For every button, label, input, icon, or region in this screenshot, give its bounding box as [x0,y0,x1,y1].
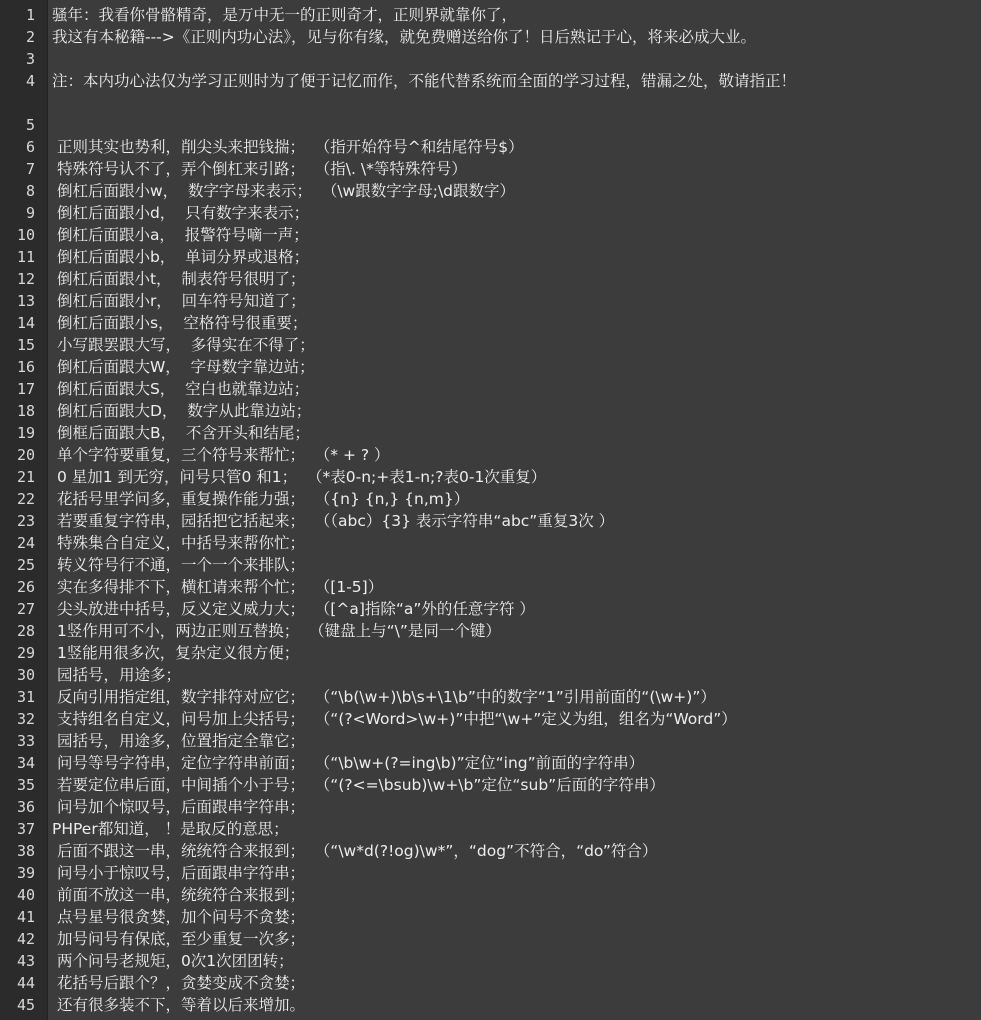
line-number: 8 [25,182,35,200]
line-number: 30 [16,666,35,684]
line-number: 44 [16,974,35,992]
line-number: 10 [16,226,35,244]
line-number: 26 [16,578,35,596]
code-line[interactable]: 倒杠后面跟小w， 数字字母来表示； （\w跟数字字母;\d跟数字） [52,182,516,200]
code-line[interactable]: 倒杠后面跟大W， 字母数字靠边站； [52,358,315,376]
code-line[interactable]: 反向引用指定组，数字排符对应它； （“\b(\w+)\b\s+\1\b”中的数字“1”引用前面的“(\w+)”） [52,688,716,706]
line-number: 28 [16,622,35,640]
line-number: 13 [16,292,35,310]
line-number: 37 [16,820,35,838]
code-line[interactable]: 尖头放进中括号，反义定义威力大； （[^a]指除“a”外的任意字符 ） [52,600,535,618]
editor-content[interactable] [48,0,981,1020]
code-line[interactable]: 问号加个惊叹号，后面跟串字符串； [52,798,305,816]
line-number: 29 [16,644,35,662]
line-number: 14 [16,314,35,332]
code-line[interactable]: 还有很多装不下，等着以后来增加。 [52,996,305,1014]
code-line[interactable]: 支持组名自定义，问号加上尖括号； （“(?<Word>\w+)”中把“\w+”定义为组，组名为“Word”） [52,710,737,728]
code-line[interactable]: 转义符号行不通，一个一个来排队； [52,556,305,574]
line-number-gutter [0,0,48,1020]
line-number: 5 [25,116,35,134]
line-number: 41 [16,908,35,926]
code-line[interactable]: 1竖作用可不小，两边正则互替换； （键盘上与“\”是同一个键） [52,622,501,640]
code-line[interactable]: 问号小于惊叹号，后面跟串字符串； [52,864,305,882]
line-number: 43 [16,952,35,970]
code-line[interactable]: 花括号后跟个？，贪婪变成不贪婪； [52,974,305,992]
line-number: 15 [16,336,35,354]
line-number: 12 [16,270,35,288]
code-line[interactable]: 倒杠后面跟大D， 数字从此靠边站； [52,402,312,420]
code-line[interactable]: 特殊集合自定义，中括号来帮你忙； [52,534,305,552]
code-line[interactable]: 后面不跟这一串，统统符合来报到； （“\w*d(?!og)\w*”，“dog”不符合，“do”符合） [52,842,658,860]
line-number: 18 [16,402,35,420]
code-line[interactable]: 若要重复字符串，园括把它括起来； （（abc）{3} 表示字符串“abc”重复3次 ） [52,512,615,530]
line-number: 9 [25,204,35,222]
code-line[interactable]: 倒杠后面跟小r， 回车符号知道了； [52,292,306,310]
code-line[interactable]: 倒杠后面跟小a， 报警符号嘀一声； [52,226,309,244]
code-line[interactable]: 前面不放这一串，统统符合来报到； [52,886,305,904]
code-line[interactable]: 单个字符要重复，三个符号来帮忙； （* + ? ） [52,446,390,464]
code-line[interactable]: 若要定位串后面，中间插个小于号； （“(?<=\bsub)\w+\b”定位“sub”后面的字符串） [52,776,665,794]
code-line[interactable]: 问号等号字符串，定位字符串前面； （“\b\w+(?=ing\b)”定位“ing”前面的字符串） [52,754,645,772]
line-number: 7 [25,160,35,178]
code-line[interactable]: 倒杠后面跟小b， 单词分界或退格； [52,248,310,266]
line-number: 24 [16,534,35,552]
line-number: 31 [16,688,35,706]
code-line[interactable]: 倒杠后面跟小t， 制表符号很明了； [52,270,306,288]
code-line[interactable]: 花括号里学问多，重复操作能力强； （{n} {n,} {n,m}） [52,490,470,508]
code-line[interactable] [48,114,981,136]
code-line[interactable]: 0 星加1 到无穷，问号只管0 和1； （*表0-n;+表1-n;?表0-1次重复） [52,468,547,486]
line-number: 25 [16,556,35,574]
code-line[interactable]: 倒杠后面跟大S， 空白也就靠边站； [52,380,310,398]
line-number: 22 [16,490,35,508]
line-number: 1 [25,6,35,24]
code-line[interactable]: 倒杠后面跟小d， 只有数字来表示； [52,204,310,222]
line-number: 20 [16,446,35,464]
code-line[interactable]: PHPer都知道， ！是取反的意思； [52,820,289,838]
line-number: 33 [16,732,35,750]
line-number: 2 [25,28,35,46]
line-number: 19 [16,424,35,442]
code-line[interactable]: 实在多得排不下，横杠请来帮个忙； （[1-5]） [52,578,384,596]
code-line[interactable]: 1竖能用很多次，复杂定义很方便； [52,644,300,662]
line-number: 4 [25,72,35,90]
code-line[interactable]: 特殊符号认不了，弄个倒杠来引路； （指\. \*等特殊符号） [52,160,467,178]
line-number: 39 [16,864,35,882]
line-number: 32 [16,710,35,728]
line-number: 36 [16,798,35,816]
line-number: 38 [16,842,35,860]
code-line[interactable]: 骚年：我看你骨骼精奇，是万中无一的正则奇才，正则界就靠你了， [52,6,518,24]
line-number: 45 [16,996,35,1014]
line-number: 40 [16,886,35,904]
line-number: 42 [16,930,35,948]
line-number: 27 [16,600,35,618]
code-line[interactable]: 小写跟罢跟大写， 多得实在不得了； [52,336,315,354]
code-line[interactable]: 点号星号很贪婪，加个问号不贪婪； [52,908,305,926]
code-line[interactable] [48,48,981,70]
code-line[interactable]: 两个问号老规矩，0次1次团团转； [52,952,294,970]
code-line[interactable]: 倒框后面跟大B， 不含开头和结尾； [52,424,310,442]
line-number: 16 [16,358,35,376]
code-line[interactable]: 园括号，用途多； [52,666,181,684]
line-number: 17 [16,380,35,398]
line-number: 3 [25,50,35,68]
code-line[interactable]: 加号问号有保底，至少重复一次多； [52,930,305,948]
line-number: 23 [16,512,35,530]
line-number: 21 [16,468,35,486]
code-line[interactable]: 正则其实也势利，削尖头来把钱揣； （指开始符号^和结尾符号$） [52,138,524,156]
code-line[interactable]: 我这有本秘籍--->《正则内功心法》，见与你有缘，就免费赠送给你了！日后熟记于心，将来必成大业。 [52,28,757,46]
line-number: 6 [25,138,35,156]
line-number: 11 [16,248,35,266]
code-line[interactable]: 注：本内功心法仅为学习正则时为了便于记忆而作，不能代替系统而全面的学习过程，错漏之处，敬请指正！ [52,72,797,90]
line-number: 34 [16,754,35,772]
code-line[interactable]: 倒杠后面跟小s， 空格符号很重要； [52,314,308,332]
line-number: 35 [16,776,35,794]
code-line[interactable]: 园括号，用途多，位置指定全靠它； [52,732,305,750]
